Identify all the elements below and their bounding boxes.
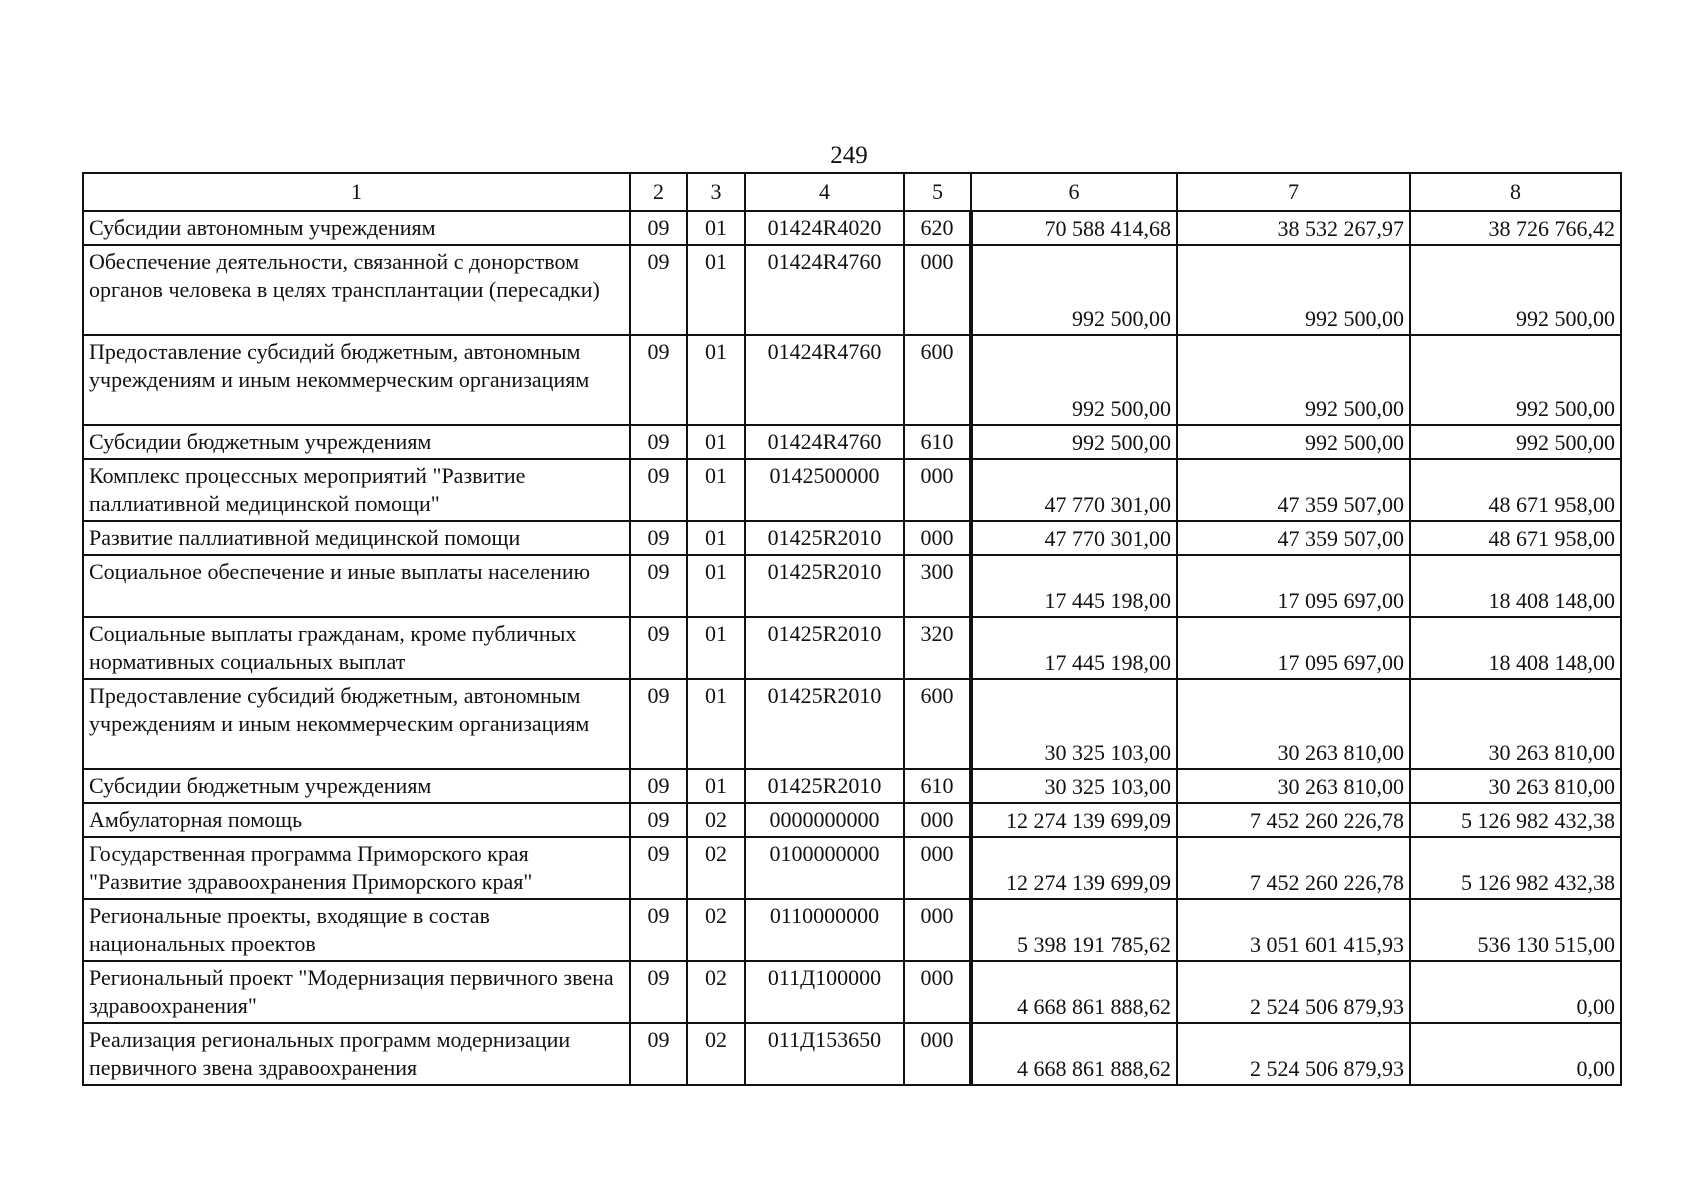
table-row [83, 245, 1621, 335]
table-row [83, 617, 1621, 679]
row-subsection: 01 [687, 679, 745, 769]
row-amount-col7: 992 500,00 [1177, 425, 1410, 459]
row-amount-col8: 536 130 515,00 [1410, 899, 1621, 961]
row-amount-col7: 7 452 260 226,78 [1177, 803, 1410, 837]
row-amount-col8: 30 263 810,00 [1410, 679, 1621, 769]
row-section: 09 [630, 899, 687, 961]
row-amount-col6: 70 588 414,68 [971, 211, 1177, 245]
row-expense-type: 000 [904, 803, 971, 837]
row-name: Субсидии автономным учреждениям [83, 211, 630, 245]
header-cell-3: 3 [687, 173, 745, 211]
row-amount-col8: 48 671 958,00 [1410, 459, 1621, 521]
row-target-article: 01425R2010 [745, 617, 904, 679]
row-amount-col8: 48 671 958,00 [1410, 521, 1621, 555]
row-expense-type: 300 [904, 555, 971, 617]
row-name: Предоставление субсидий бюджетным, автономным учреждениям и иным некоммерческим организациям [83, 679, 630, 769]
row-name: Комплекс процессных мероприятий "Развитие паллиативной медицинской помощи" [83, 459, 630, 521]
row-amount-col7: 30 263 810,00 [1177, 769, 1410, 803]
row-expense-type: 610 [904, 425, 971, 459]
row-amount-col7: 2 524 506 879,93 [1177, 961, 1410, 1023]
row-target-article: 01424R4760 [745, 425, 904, 459]
row-amount-col8: 5 126 982 432,38 [1410, 803, 1621, 837]
row-amount-col7: 3 051 601 415,93 [1177, 899, 1410, 961]
row-amount-col7: 992 500,00 [1177, 245, 1410, 335]
row-target-article: 01424R4760 [745, 245, 904, 335]
table-row [83, 521, 1621, 555]
table-row [83, 837, 1621, 899]
row-subsection: 01 [687, 617, 745, 679]
row-amount-col6: 992 500,00 [971, 425, 1177, 459]
row-name: Предоставление субсидий бюджетным, автономным учреждениям и иным некоммерческим организациям [83, 335, 630, 425]
row-target-article: 01424R4760 [745, 335, 904, 425]
table-row [83, 899, 1621, 961]
page-number: 249 [830, 142, 868, 169]
row-amount-col8: 18 408 148,00 [1410, 617, 1621, 679]
row-amount-col7: 7 452 260 226,78 [1177, 837, 1410, 899]
row-amount-col8: 992 500,00 [1410, 335, 1621, 425]
table-row [83, 335, 1621, 425]
row-expense-type: 610 [904, 769, 971, 803]
row-expense-type: 000 [904, 245, 971, 335]
row-name: Реализация региональных программ модернизации первичного звена здравоохранения [83, 1023, 630, 1085]
row-name: Региональный проект "Модернизация первичного звена здравоохранения" [83, 961, 630, 1023]
row-section: 09 [630, 837, 687, 899]
table-row [83, 555, 1621, 617]
row-amount-col6: 17 445 198,00 [971, 617, 1177, 679]
row-amount-col6: 12 274 139 699,09 [971, 837, 1177, 899]
table-body [83, 211, 1621, 1085]
row-section: 09 [630, 617, 687, 679]
row-amount-col6: 47 770 301,00 [971, 521, 1177, 555]
row-amount-col6: 5 398 191 785,62 [971, 899, 1177, 961]
row-section: 09 [630, 679, 687, 769]
row-amount-col8: 0,00 [1410, 1023, 1621, 1085]
row-expense-type: 000 [904, 837, 971, 899]
row-expense-type: 000 [904, 899, 971, 961]
row-name: Региональные проекты, входящие в состав национальных проектов [83, 899, 630, 961]
row-expense-type: 600 [904, 335, 971, 425]
row-amount-col8: 0,00 [1410, 961, 1621, 1023]
row-expense-type: 000 [904, 1023, 971, 1085]
row-target-article: 0000000000 [745, 803, 904, 837]
header-cell-1: 1 [83, 173, 630, 211]
row-name: Субсидии бюджетным учреждениям [83, 425, 630, 459]
row-target-article: 0100000000 [745, 837, 904, 899]
row-amount-col7: 47 359 507,00 [1177, 521, 1410, 555]
header-cell-5: 5 [904, 173, 971, 211]
row-section: 09 [630, 521, 687, 555]
row-target-article: 0142500000 [745, 459, 904, 521]
row-section: 09 [630, 335, 687, 425]
row-subsection: 01 [687, 769, 745, 803]
row-section: 09 [630, 769, 687, 803]
header-cell-7: 7 [1177, 173, 1410, 211]
row-subsection: 02 [687, 837, 745, 899]
row-amount-col6: 4 668 861 888,62 [971, 1023, 1177, 1085]
row-section: 09 [630, 803, 687, 837]
row-expense-type: 000 [904, 961, 971, 1023]
row-section: 09 [630, 245, 687, 335]
row-expense-type: 000 [904, 521, 971, 555]
row-amount-col7: 2 524 506 879,93 [1177, 1023, 1410, 1085]
row-section: 09 [630, 961, 687, 1023]
row-subsection: 01 [687, 425, 745, 459]
row-section: 09 [630, 459, 687, 521]
row-name: Амбулаторная помощь [83, 803, 630, 837]
row-subsection: 01 [687, 459, 745, 521]
row-expense-type: 000 [904, 459, 971, 521]
budget-table [82, 172, 1622, 1086]
row-target-article: 01425R2010 [745, 555, 904, 617]
row-name: Субсидии бюджетным учреждениям [83, 769, 630, 803]
row-amount-col8: 992 500,00 [1410, 425, 1621, 459]
table-row [83, 803, 1621, 837]
header-cell-8: 8 [1410, 173, 1621, 211]
row-target-article: 01425R2010 [745, 679, 904, 769]
row-name: Социальное обеспечение и иные выплаты населению [83, 555, 630, 617]
row-amount-col8: 992 500,00 [1410, 245, 1621, 335]
header-cell-2: 2 [630, 173, 687, 211]
row-expense-type: 320 [904, 617, 971, 679]
row-amount-col6: 4 668 861 888,62 [971, 961, 1177, 1023]
row-target-article: 011Д100000 [745, 961, 904, 1023]
row-subsection: 02 [687, 803, 745, 837]
row-amount-col6: 992 500,00 [971, 335, 1177, 425]
row-amount-col6: 992 500,00 [971, 245, 1177, 335]
row-section: 09 [630, 1023, 687, 1085]
table-row [83, 459, 1621, 521]
row-name: Государственная программа Приморского края "Развитие здравоохранения Приморского края" [83, 837, 630, 899]
row-amount-col6: 17 445 198,00 [971, 555, 1177, 617]
row-amount-col6: 47 770 301,00 [971, 459, 1177, 521]
row-expense-type: 600 [904, 679, 971, 769]
row-amount-col7: 17 095 697,00 [1177, 555, 1410, 617]
header-row [83, 173, 1621, 211]
row-amount-col8: 18 408 148,00 [1410, 555, 1621, 617]
row-subsection: 01 [687, 555, 745, 617]
table-row [83, 769, 1621, 803]
row-amount-col8: 38 726 766,42 [1410, 211, 1621, 245]
row-amount-col7: 992 500,00 [1177, 335, 1410, 425]
row-target-article: 01424R4020 [745, 211, 904, 245]
row-subsection: 01 [687, 245, 745, 335]
row-subsection: 02 [687, 1023, 745, 1085]
row-amount-col8: 5 126 982 432,38 [1410, 837, 1621, 899]
row-target-article: 01425R2010 [745, 769, 904, 803]
row-amount-col6: 30 325 103,00 [971, 679, 1177, 769]
row-expense-type: 620 [904, 211, 971, 245]
row-amount-col6: 30 325 103,00 [971, 769, 1177, 803]
table-row [83, 1023, 1621, 1085]
header-cell-4: 4 [745, 173, 904, 211]
row-subsection: 02 [687, 899, 745, 961]
row-amount-col6: 12 274 139 699,09 [971, 803, 1177, 837]
row-amount-col7: 47 359 507,00 [1177, 459, 1410, 521]
table-row [83, 961, 1621, 1023]
row-target-article: 01425R2010 [745, 521, 904, 555]
row-name: Развитие паллиативной медицинской помощи [83, 521, 630, 555]
row-amount-col8: 30 263 810,00 [1410, 769, 1621, 803]
table-row [83, 425, 1621, 459]
row-subsection: 02 [687, 961, 745, 1023]
row-section: 09 [630, 555, 687, 617]
row-target-article: 0110000000 [745, 899, 904, 961]
row-name: Обеспечение деятельности, связанной с донорством органов человека в целях трансплантации (пересадки) [83, 245, 630, 335]
row-subsection: 01 [687, 211, 745, 245]
header-cell-6: 6 [971, 173, 1177, 211]
row-amount-col7: 38 532 267,97 [1177, 211, 1410, 245]
row-section: 09 [630, 211, 687, 245]
table-row [83, 211, 1621, 245]
row-subsection: 01 [687, 335, 745, 425]
row-name: Социальные выплаты гражданам, кроме публичных нормативных социальных выплат [83, 617, 630, 679]
row-subsection: 01 [687, 521, 745, 555]
table-row [83, 679, 1621, 769]
row-target-article: 011Д153650 [745, 1023, 904, 1085]
row-amount-col7: 17 095 697,00 [1177, 617, 1410, 679]
row-section: 09 [630, 425, 687, 459]
row-amount-col7: 30 263 810,00 [1177, 679, 1410, 769]
